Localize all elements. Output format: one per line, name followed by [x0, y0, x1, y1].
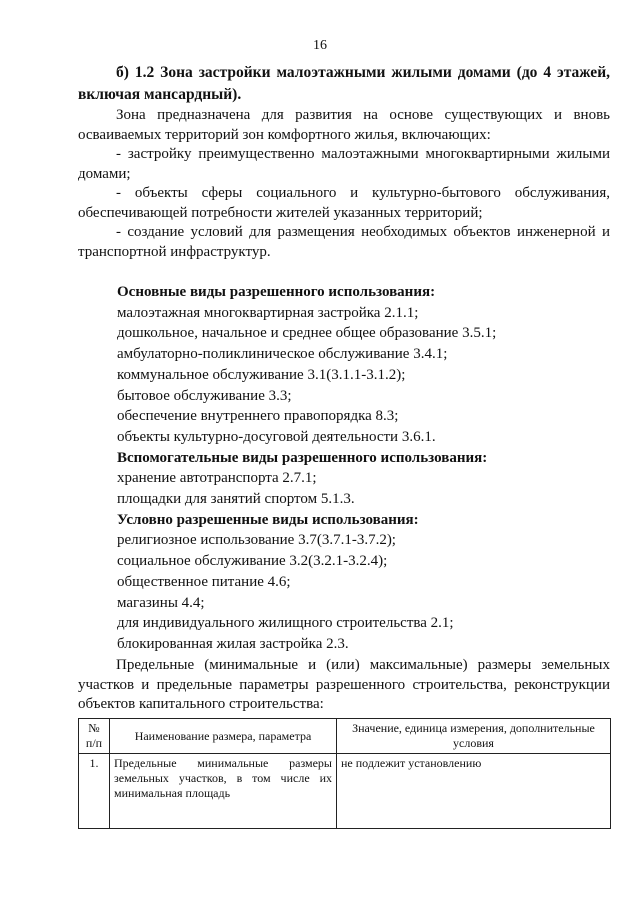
intro-bullet: - создание условий для размещения необходимых объектов инженерной и транспортной инфраструктур. [78, 224, 610, 260]
conditional-uses-title: Условно разрешенные виды использования: [117, 511, 419, 528]
table-row [79, 754, 611, 829]
intro-bullet: - объекты сферы социального и культурно-бытового обслуживания, обеспечивающей потребности жителей указанных территорий; [78, 185, 610, 221]
row-name-line: земельных участков, в том числе их [114, 771, 332, 785]
auxiliary-uses-title: Вспомогательные виды разрешенного использования: [117, 449, 488, 466]
parameters-table [78, 718, 611, 829]
main-uses-title: Основные виды разрешенного использования: [117, 284, 436, 300]
header-value: Значение, единица измерения, дополнительные условия [337, 719, 611, 754]
conditional-use-item: общественное питание 4.6; [117, 573, 291, 590]
auxiliary-use-item: площадки для занятий спортом 5.1.3. [117, 491, 355, 508]
conditional-use-item: для индивидуального жилищного строительства 2.1; [117, 615, 454, 632]
main-use-item: дошкольное, начальное и среднее общее образование 3.5.1; [117, 325, 497, 342]
limits-paragraph: Предельные (минимальные и (или) максимальные) размеры земельных участков и предельные параметры разрешенного строительства, реконструкции объектов капитального строительства: [78, 657, 610, 712]
row-value: не подлежит установлению [337, 754, 611, 829]
main-use-item: обеспечение внутреннего правопорядка 8.3; [117, 408, 399, 425]
intro-paragraph: Зона предназначена для развития на основе существующих и вновь осваиваемых территорий зон комфортного жилья, включающих: [78, 107, 610, 143]
section-heading: б) 1.2 Зона застройки малоэтажными жилыми домами (до 4 этажей, включая мансардный). [78, 64, 610, 103]
conditional-use-item: блокированная жилая застройка 2.3. [117, 635, 349, 652]
conditional-use-item: религиозное использование 3.7(3.7.1-3.7.2); [117, 532, 396, 549]
conditional-use-item: социальное обслуживание 3.2(3.2.1-3.2.4); [117, 553, 388, 570]
main-use-item: бытовое обслуживание 3.3; [117, 387, 292, 404]
header-name: Наименование размера, параметра [110, 719, 337, 754]
row-name-line: Предельные минимальные размеры [114, 756, 332, 770]
main-use-item: объекты культурно-досуговой деятельности 3.6.1. [117, 428, 436, 445]
intro-bullet: - застройку преимущественно малоэтажными многоквартирными жилыми домами; [78, 146, 610, 182]
conditional-use-item: магазины 4.4; [117, 594, 205, 611]
auxiliary-use-item: хранение автотранспорта 2.7.1; [117, 470, 317, 487]
permitted-uses [117, 282, 610, 655]
intro-text [78, 106, 610, 262]
main-use-item: малоэтажная многоквартирная застройка 2.1.1; [117, 304, 419, 321]
header-number: № п/п [79, 719, 110, 754]
main-use-item: амбулаторно-поликлиническое обслуживание 3.4.1; [117, 346, 448, 363]
main-use-item: коммунальное обслуживание 3.1(3.1.1-3.1.2); [117, 366, 406, 383]
table-header-row [79, 719, 611, 754]
row-name [110, 754, 337, 829]
page-number: 16 [313, 38, 327, 53]
row-name-line: минимальная площадь [114, 786, 231, 800]
row-number: 1. [79, 754, 110, 829]
